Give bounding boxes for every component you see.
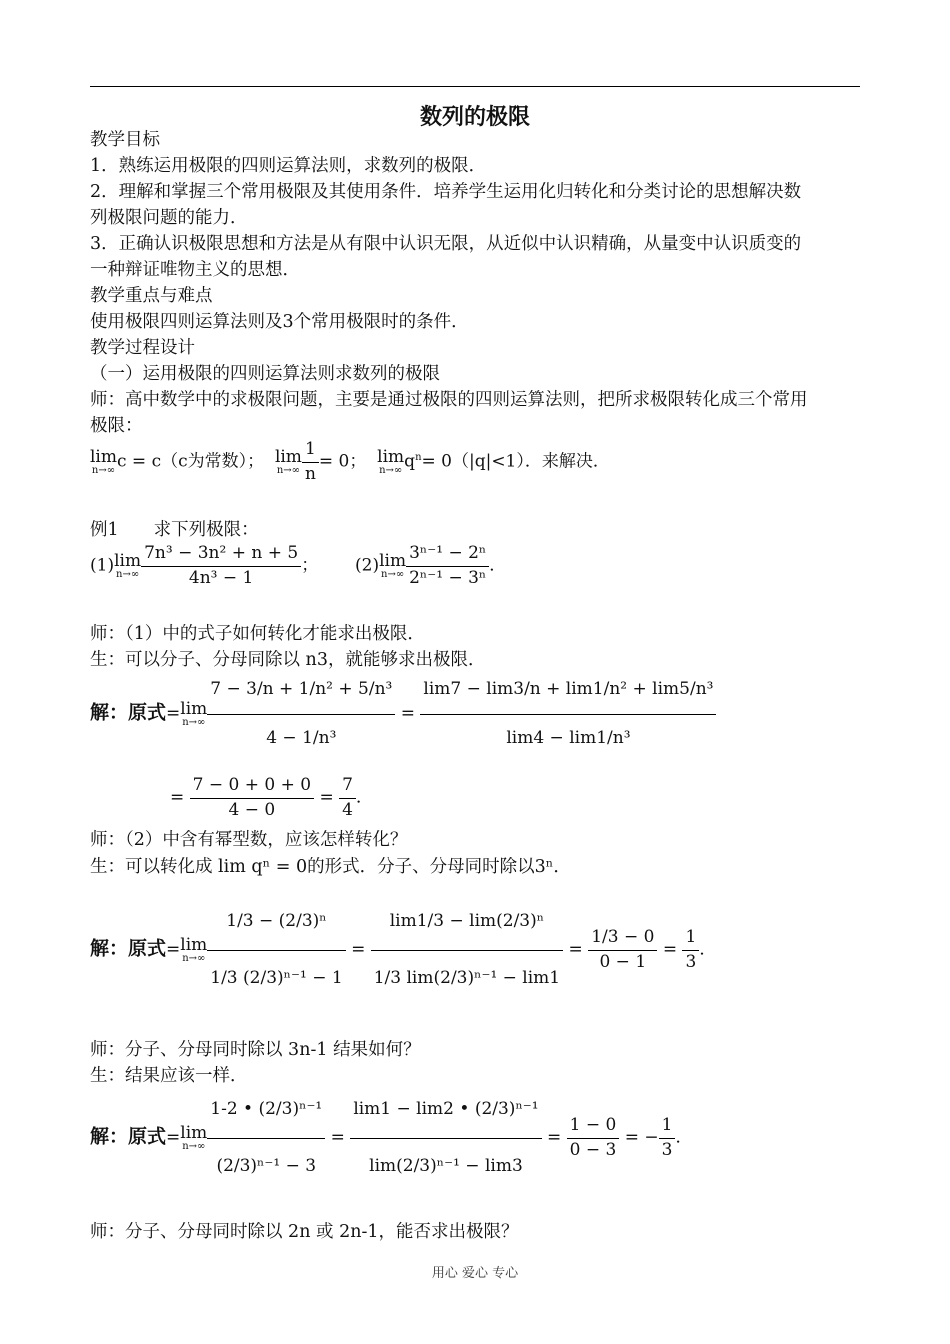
dialog-line: 生：可以转化成 lim qⁿ = 0的形式．分子、分母同时除以3ⁿ． [90,857,571,877]
dialog-line: 师：分子、分母同时除以 3n-1 结果如何？ [90,1040,421,1060]
header-rule [90,86,860,87]
fraction: $\frac{\text{7n³ − 3n² + n + 5}}{\text{4n³ − 1}}$ [141,544,301,588]
text-line: 极限： [90,416,143,436]
limit-operator: lim n→∞ [90,446,117,476]
text-line: 教学过程设计 [90,338,195,358]
dialog-line: 生：可以分子、分母同除以 n3，就能够求出极限． [90,650,486,670]
common-limits-formula: lim n→∞ c = c（c为常数）； lim n→∞ $\frac{1}{n}$ = 0； lim n→∞ $q^n= 0(|q|<1)$．来解决． [90,439,610,484]
fraction: $\frac{\text{7 − 3/n + 1/n² + 5/n³}}{\text{4 − 1/n³}}$ [207,680,395,748]
text-line: （一）运用极限的四则运算法则求数列的极限 [90,364,440,384]
fraction: $\frac{1/3 - 0}{0 - 1}$ [588,928,657,972]
fraction: $\frac{1}{3}$ [659,1116,676,1160]
text-line: 2．理解和掌握三个常用极限及其使用条件．培养学生运用化归转化和分类讨论的思想解决数 [90,182,802,202]
fraction: $\frac{1}{n}$ [302,440,319,484]
limit-operator: lim n→∞ [274,446,302,476]
solution1-step2: = $\frac{7 - 0 + 0 + 0}{4 - 0}$ = $\frac{7}{4}$ ． [170,775,373,820]
text-line: 教学目标 [90,130,160,150]
fraction: $\frac{\text{lim1 − lim2 • (2/3)ⁿ⁻¹}}{\text{lim(2/3)ⁿ⁻¹ − lim3}}$ [350,1100,541,1176]
text-line: 使用极限四则运算法则及3个常用极限时的条件． [90,312,469,332]
fraction: $\frac{1}{3}$ [682,928,699,972]
dialog-line: 师：分子、分母同时除以 2n 或 2n-1，能否求出极限？ [90,1222,519,1242]
text-line: 1．熟练运用极限的四则运算法则，求数列的极限． [90,156,487,176]
fraction: $\frac{\text{lim1/3 − lim(2/3)ⁿ}}{\text{1/3 lim(2/3)ⁿ⁻¹ − lim1}}$ [371,912,563,988]
solution2: 解：原式= lim n→∞ $\frac{\text{1/3 − (2/3)ⁿ}}{\text{1/3 (2/3)ⁿ⁻¹ − 1}}$ = $\frac{\text{lim1/3 − lim(2/3)ⁿ}}{\text{1/3 lim(2/3)ⁿ⁻¹ − lim1}}$ = $\frac{1/3 - 0}{0 - 1}$ = $\frac{1}{3}$ ． [90,911,717,988]
example1-problem1: (1) lim n→∞ $\frac{\text{7n³ − 3n² + n + 5}}{\text{4n³ − 1}}$ ； [90,543,319,588]
page-title: 数列的极限 [419,104,530,130]
text-line: 列极限问题的能力． [90,208,248,228]
solution1-step1: 解：原式= lim n→∞ $\frac{\text{7 − 3/n + 1/n² + 5/n³}}{\text{4 − 1/n³}}$ = $\frac{\text{lim7 − lim3/n + lim1/n² + lim5/n³}}{\text{lim4 − lim1/n³}}$ [90,680,716,748]
fraction: $\frac{\text{1-2 • (2/3)ⁿ⁻¹}}{\text{(2/3)ⁿ⁻¹ − 3}}$ [207,1100,325,1176]
fraction: $\frac{\text{3ⁿ⁻¹ − 2ⁿ}}{\text{2ⁿ⁻¹ − 3ⁿ}}$ [406,544,489,588]
fraction: $\frac{\text{lim7 − lim3/n + lim1/n² + lim5/n³}}{\text{lim4 − lim1/n³}}$ [420,680,716,748]
fraction: $\frac{\text{1/3 − (2/3)ⁿ}}{\text{1/3 (2/3)ⁿ⁻¹ − 1}}$ [207,912,345,988]
page-footer: 用心 爱心 专心 [431,1266,519,1281]
fraction: $\frac{7}{4}$ [339,776,356,820]
limit-operator: lim n→∞ [377,446,405,476]
fraction: $\frac{7 - 0 + 0 + 0}{4 - 0}$ [190,776,314,820]
dialog-line: 师：（1）中的式子如何转化才能求出极限． [90,624,425,644]
example1-problem2: (2) lim n→∞ $\frac{\text{3ⁿ⁻¹ − 2ⁿ}}{\text{2ⁿ⁻¹ − 3ⁿ}}$ ． [355,543,507,588]
text-line: 3．正确认识极限思想和方法是从有限中认识无限，从近似中认识精确，从量变中认识质变的 [90,234,802,254]
text-line: 师：高中数学中的求极限问题，主要是通过极限的四则运算法则，把所求极限转化成三个常用 [90,390,808,410]
dialog-line: 师：（2）中含有幂型数，应该怎样转化？ [90,830,408,850]
example-label: 例1 求下列极限： [90,520,259,540]
solution3: 解：原式= lim n→∞ $\frac{\text{1-2 • (2/3)ⁿ⁻¹}}{\text{(2/3)ⁿ⁻¹ − 3}}$ = $\frac{\text{lim1 − lim2 • (2/3)ⁿ⁻¹}}{\text{lim(2/3)ⁿ⁻¹ − lim3}}$ = $\frac{1 - 0}{0 - 3}$ = − $\frac{1}{3}$ ． [90,1099,693,1176]
text-line: 教学重点与难点 [90,286,213,306]
text-line: 一种辩证唯物主义的思想． [90,260,300,280]
fraction: $\frac{1 - 0}{0 - 3}$ [567,1116,620,1160]
dialog-line: 生：结果应该一样． [90,1066,248,1086]
